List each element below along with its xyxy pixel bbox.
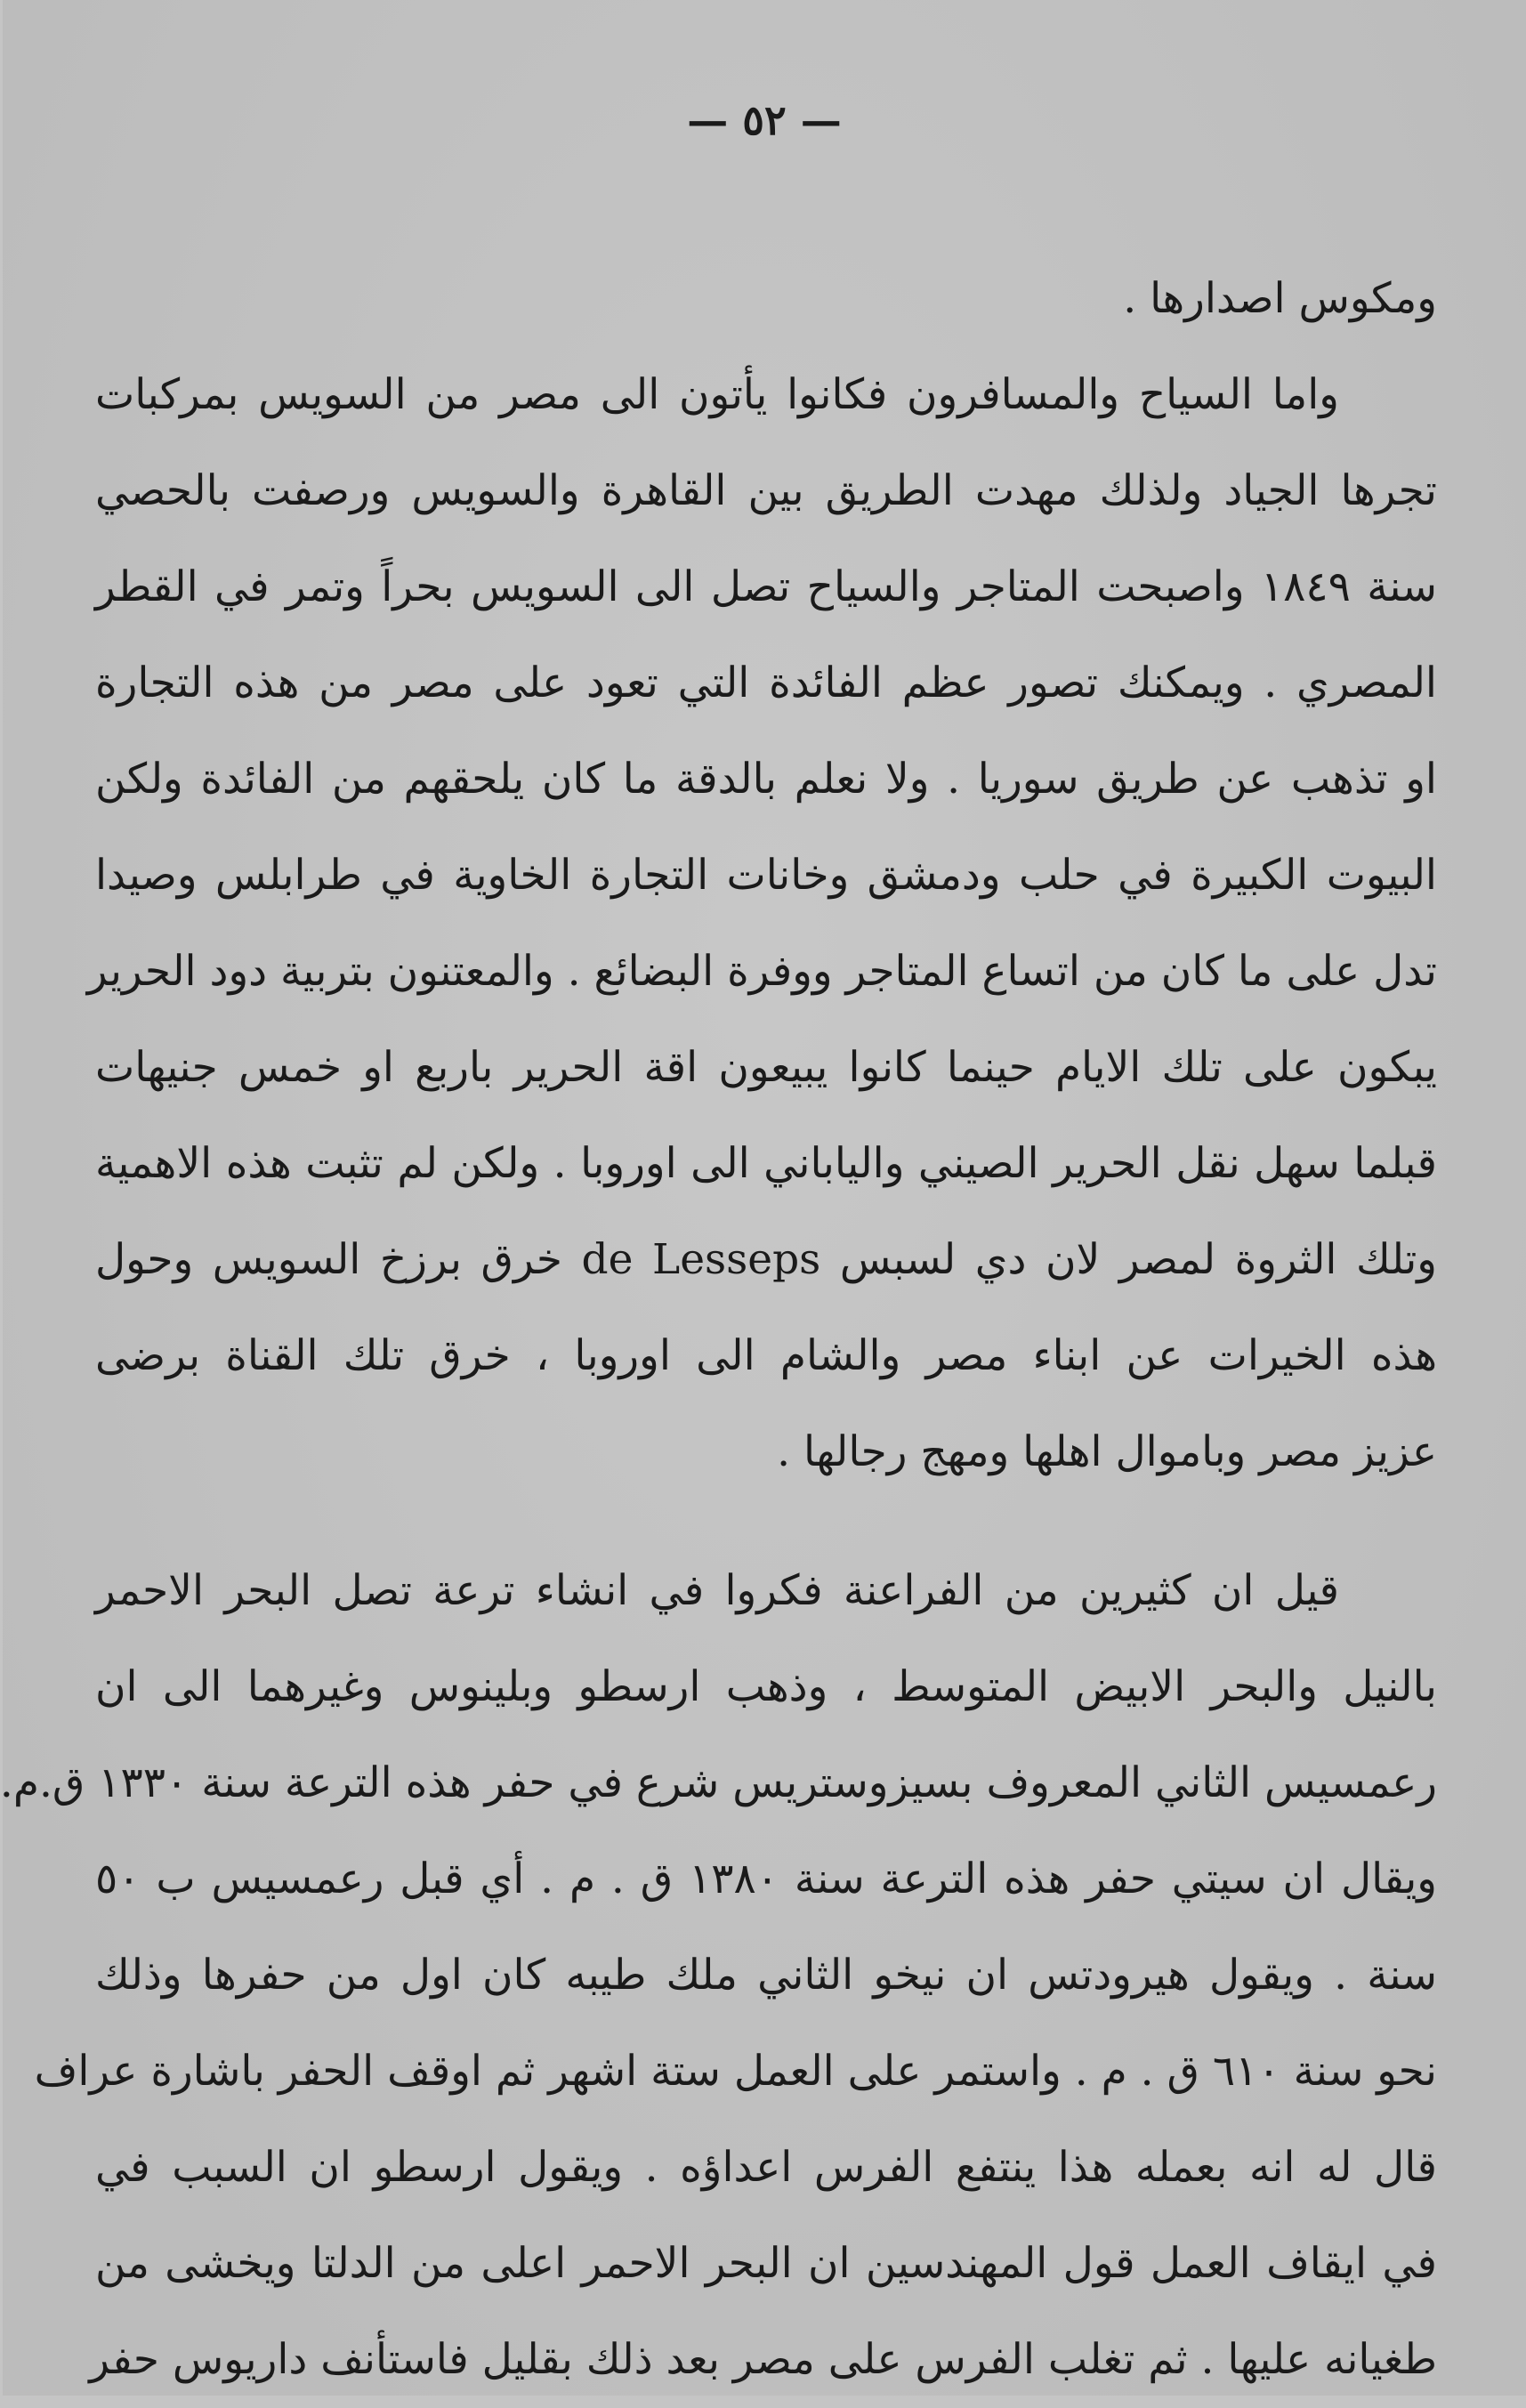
text-line: رعمسيس الثاني المعروف بسيزوستريس شرع في حفر هذه الترعة سنة ١٣٣٠ ق.م. <box>0 1758 1437 1807</box>
body-text <box>0 251 1437 2408</box>
text-line: يبكون على تلك الايام حينما كانوا يبيعون اقة الحرير باربع او خمس جنيهات <box>95 1043 1437 1092</box>
text-line: سنة ١٨٤٩ واصبحت المتاجر والسياح تصل الى السويس بحراً وتمر في القطر <box>95 562 1437 611</box>
text-line: ومكوس اصدارها . <box>1123 274 1437 323</box>
text-line: قبلما سهل نقل الحرير الصيني والياباني الى اوروبا . ولكن لم تثبت هذه الاهمية <box>95 1139 1437 1188</box>
paragraph-1 <box>86 251 1437 1500</box>
text-line: وتلك الثروة لمصر لان دي لسبس de Lesseps خرق برزخ السويس وحول <box>95 1235 1437 1284</box>
text-line: عزيز مصر وباموال اهلها ومهج رجالها . <box>777 1427 1437 1476</box>
text-line: في ايقاف العمل قول المهندسين ان البحر الاحمر اعلى من الدلتا ويخشى من <box>95 2239 1437 2288</box>
text-line: هذه الخيرات عن ابناء مصر والشام الى اوروبا ، خرق تلك القناة برضى <box>95 1331 1437 1380</box>
text-line: تدل على ما كان من اتساع المتاجر ووفرة البضائع . والمعتنون بتربية دود الحرير <box>86 947 1437 996</box>
text-line: البيوت الكبيرة في حلب ودمشق وخانات التجارة الخاوية في طرابلس وصيدا <box>95 851 1437 900</box>
page-number: — ٥٢ — <box>687 96 842 144</box>
text-line: طغيانه عليها . ثم تغلب الفرس على مصر بعد ذلك بقليل فاستأنف داريوس حفر <box>89 2335 1437 2384</box>
text-line: ويقال ان سيتي حفر هذه الترعة سنة ١٣٨٠ ق . م . أي قبل رعمسيس ب ٥٠ <box>95 1854 1437 1903</box>
text-line: المصري . ويمكنك تصور عظم الفائدة التي تعود على مصر من هذه التجارة <box>95 659 1437 707</box>
paragraph-2 <box>0 1543 1437 2408</box>
text-line: نحو سنة ٦١٠ ق . م . واستمر على العمل ستة اشهر ثم اوقف الحفر باشارة عراف <box>34 2047 1437 2096</box>
text-line: سنة . ويقول هيرودتس ان نيخو الثاني ملك طيبه كان اول من حفرها وذلك <box>95 1951 1437 2000</box>
text-line: قيل ان كثيرين من الفراعنة فكروا في انشاء ترعة تصل البحر الاحمر <box>95 1566 1339 1615</box>
text-line: او تذهب عن طريق سوريا . ولا نعلم بالدقة ما كان يلحقهم من الفائدة ولكن <box>95 755 1437 804</box>
text-line: قال له انه بعمله هذا ينتفع الفرس اعداؤه . ويقول ارسطو ان السبب في <box>95 2143 1437 2192</box>
text-line: بالنيل والبحر الابيض المتوسط ، وذهب ارسطو وبلينوس وغيرهما الى ان <box>95 1662 1437 1711</box>
text-line: واما السياح والمسافرون فكانوا يأتون الى مصر من السويس بمركبات <box>95 370 1339 419</box>
paragraph-spacer <box>95 1500 1437 1543</box>
text-line: تجرها الجياد ولذلك مهدت الطريق بين القاهرة والسويس ورصفت بالحصي <box>95 466 1437 515</box>
